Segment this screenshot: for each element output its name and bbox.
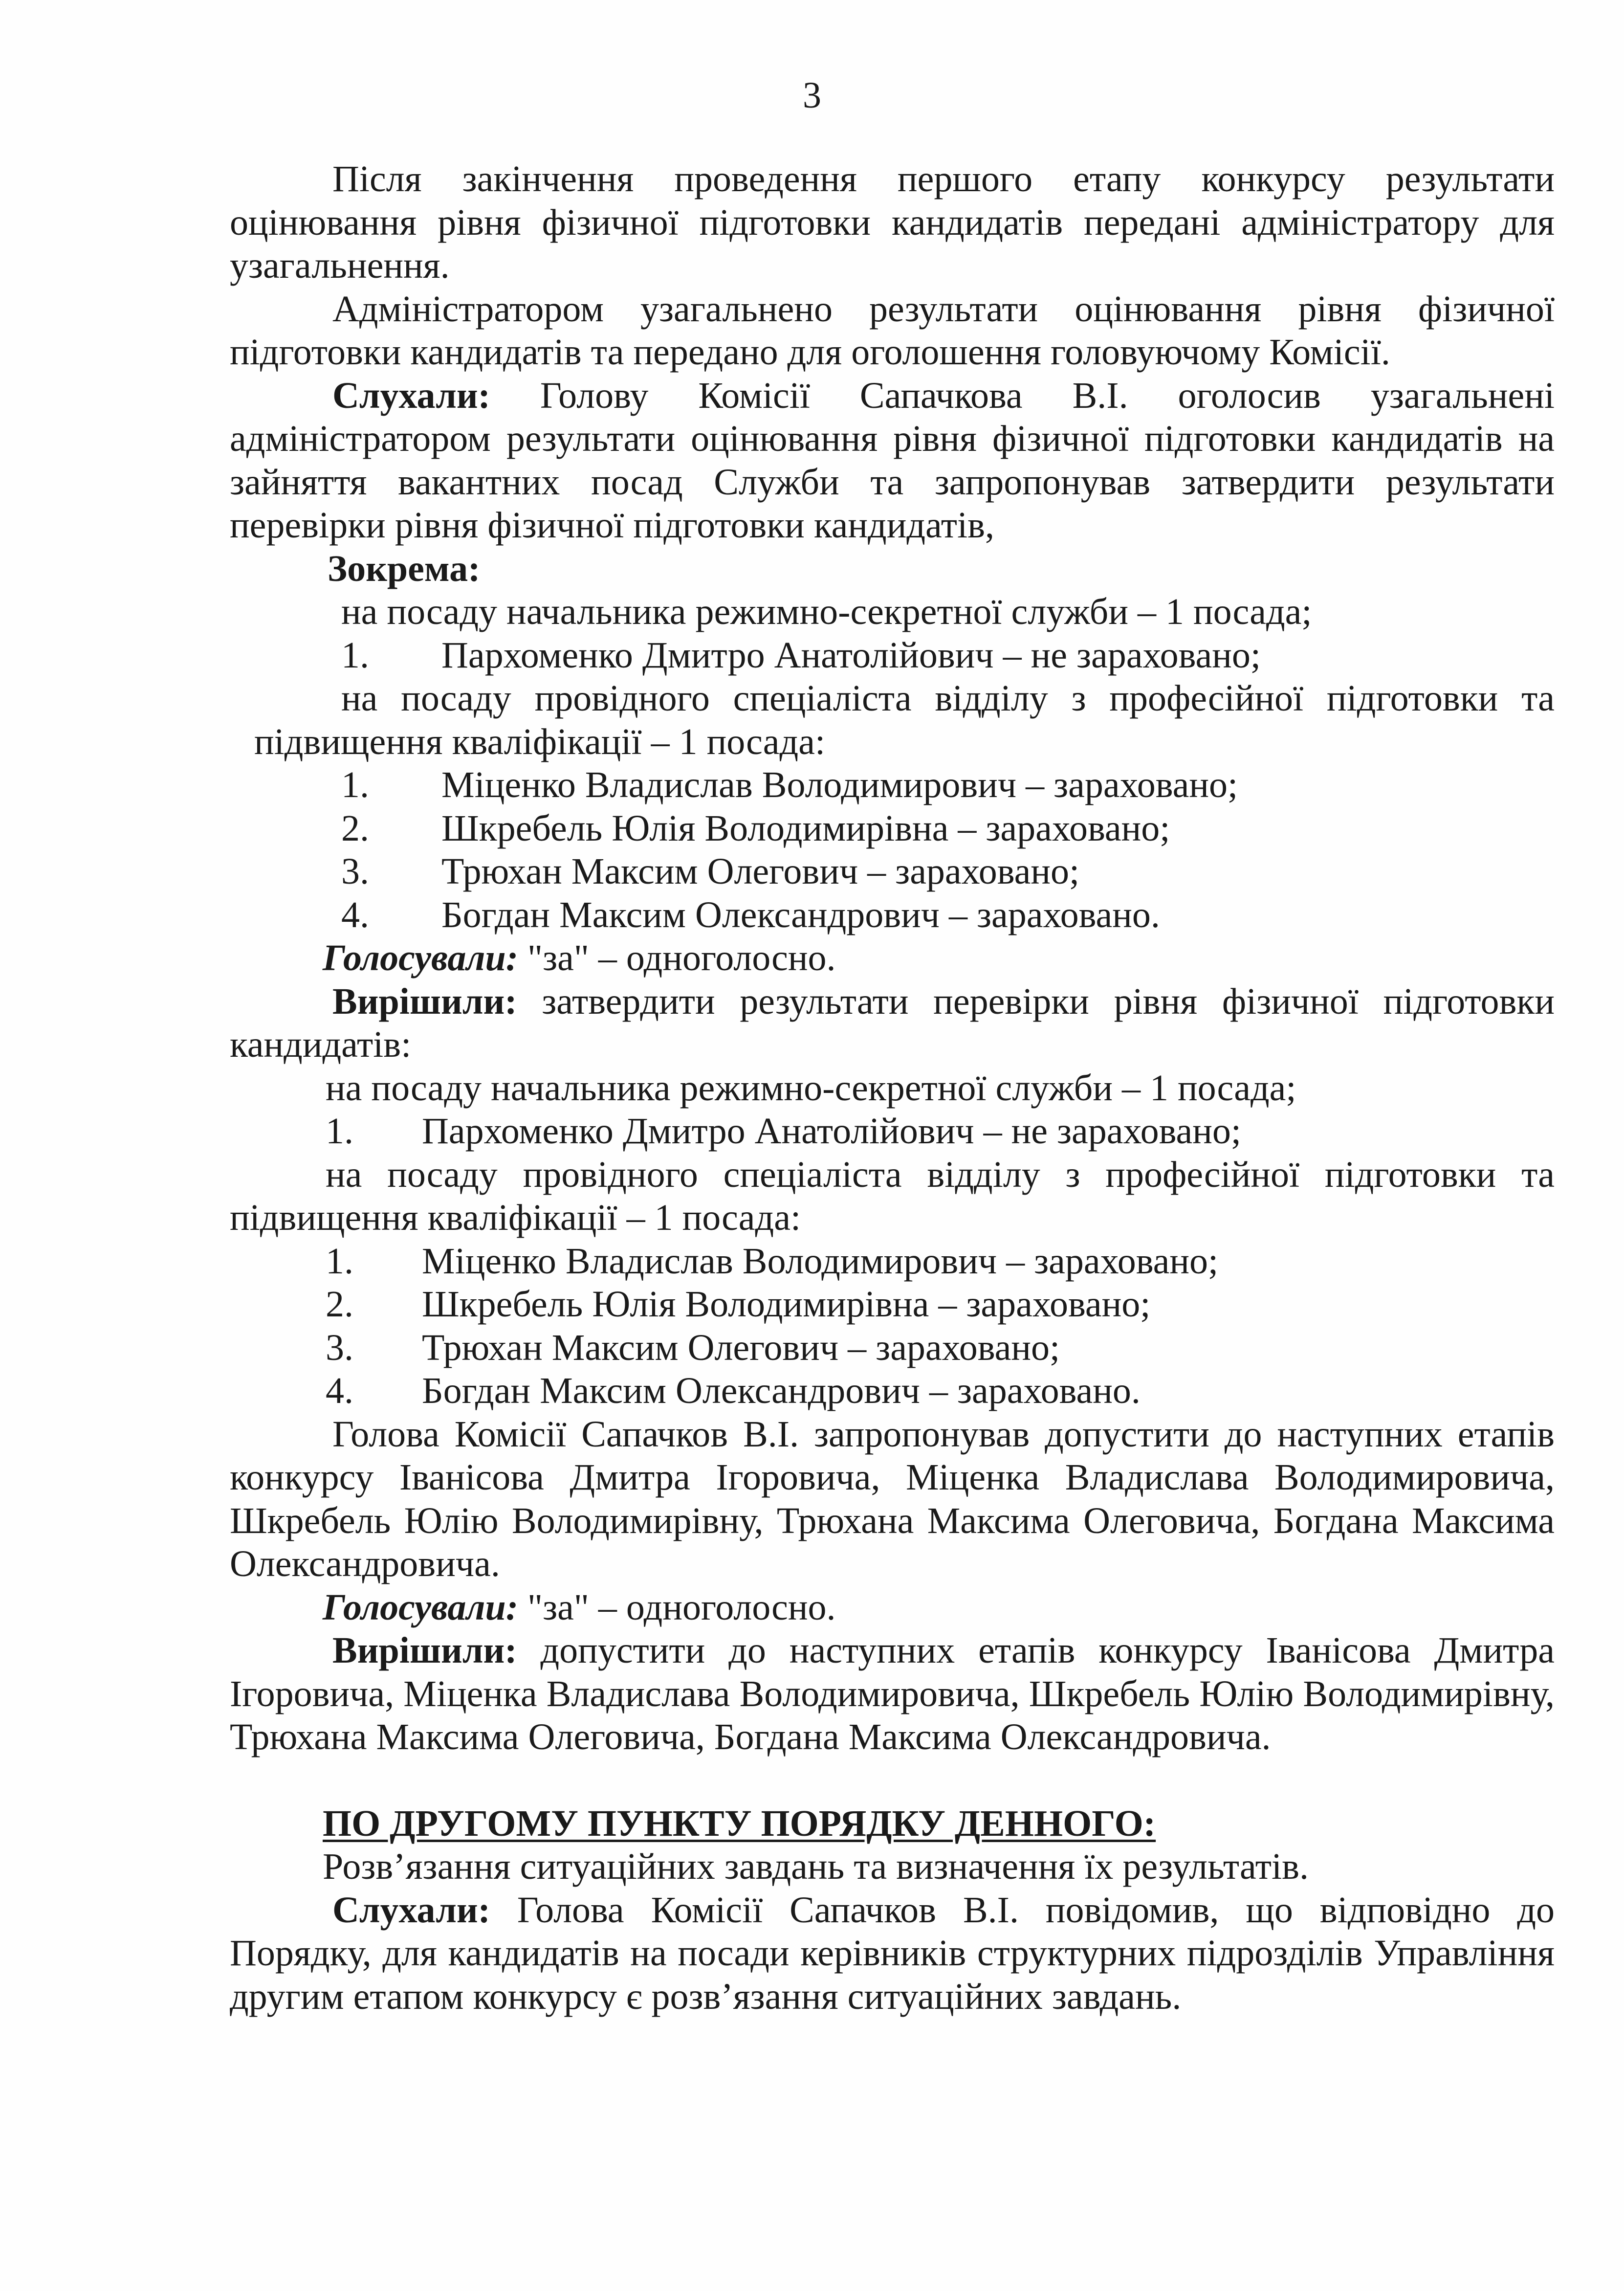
paragraph-admin-summary: Адміністратором узагальнено результати оцінювання рівня фізичної підготовки кандидатів та передано для оголошення головуючому Комісії.	[230, 288, 1555, 373]
page-number: 3	[803, 75, 821, 116]
vote-line-2: Голосували: "за" – одноголосно.	[323, 1586, 836, 1628]
list-item: 1. Пархоменко Дмитро Анатолійович – не зараховано;	[326, 1111, 1242, 1152]
list1-position-b-line2: підвищення кваліфікації – 1 посада:	[254, 721, 826, 762]
paragraph-decided-2: Вирішили: допустити до наступних етапів конкурсу Іванісова Дмитра Ігоровича, Міценка Владислава Володимировича, Шкребель Юлію Володимирівну, Трюхана Максима Олеговича, Богдана Максима Олександровича.	[230, 1630, 1555, 1757]
list-item: 3. Трюхан Максим Олегович – зараховано;	[341, 851, 1080, 892]
list-item: 1. Міценко Владислав Володимирович – зараховано;	[326, 1240, 1219, 1282]
section2-heading: ПО ДРУГОМУ ПУНКТУ ПОРЯДКУ ДЕННОГО:	[323, 1802, 1156, 1844]
results-list-heard	[230, 547, 1555, 937]
section-spacer	[230, 1759, 1555, 1802]
list-item: 4. Богдан Максим Олександрович – зараховано.	[341, 894, 1160, 935]
list2-position-b-line1: на посаду провідного спеціаліста відділу з професійної підготовки та	[326, 1154, 1555, 1195]
list-item: 2. Шкребель Юлія Володимирівна – зараховано;	[326, 1284, 1151, 1325]
vote-line-1: Голосували: "за" – одноголосно.	[323, 937, 836, 979]
list-item: 3. Трюхан Максим Олегович – зараховано;	[326, 1327, 1060, 1368]
list1-position-b-line1: на посаду провідного спеціаліста відділу з професійної підготовки та	[341, 678, 1555, 719]
list-item: 1. Пархоменко Дмитро Анатолійович – не зараховано;	[341, 634, 1261, 676]
paragraph-heard-1	[230, 374, 1555, 547]
list1-position-a: на посаду начальника режимно-секретної служби – 1 посада;	[341, 591, 1312, 632]
section2-subject: Розв’язання ситуаційних завдань та визначення їх результатів.	[323, 1846, 1309, 1887]
paragraph-heard-2: Слухали: Голова Комісії Сапачков В.І. повідомив, що відповідно до Порядку, для кандидатів на посади керівників структурних підрозділів Управління другим етапом конкурсу є розв’язання ситуаційних завдань.	[230, 1889, 1555, 2017]
heard-label: Слухали:	[332, 375, 490, 416]
list2-position-b-line2: підвищення кваліфікації – 1 посада:	[230, 1197, 801, 1238]
list-item: 1. Міценко Владислав Володимирович – зараховано;	[341, 764, 1238, 805]
paragraph-proposal: Голова Комісії Сапачков В.І. запропонував допустити до наступних етапів конкурсу Іванісова Дмитра Ігоровича, Міценка Владислава Володимировича, Шкребель Юлію Володимирівну, Трюхана Максима Олеговича, Богдана Максима Олександровича.	[230, 1413, 1555, 1584]
document-body	[230, 157, 1555, 2018]
paragraph-decided-1: Вирішили: затвердити результати перевірки рівня фізичної підготовки кандидатів:	[230, 980, 1555, 1065]
list2-position-a: на посаду начальника режимно-секретної служби – 1 посада;	[326, 1067, 1296, 1109]
heard-text: Голову Комісії Сапачкова В.І. оголосив узагальнені адміністратором результати оцінювання рівня фізичної підготовки кандидатів на зайняття вакантних посад Служби та запропонував затвердити результати перевірки рівня фізичної підготовки кандидатів,	[230, 375, 1555, 546]
results-list-decided	[230, 1067, 1555, 1413]
list-item: 4. Богдан Максим Олександрович – зараховано.	[326, 1370, 1141, 1411]
paragraph-after-first-stage: Після закінчення проведення першого етапу конкурсу результати оцінювання рівня фізичної підготовки кандидатів передані адміністратору для узагальнення.	[230, 158, 1555, 286]
including-label: Зокрема:	[328, 548, 481, 589]
list-item: 2. Шкребель Юлія Володимирівна – зараховано;	[341, 807, 1170, 849]
